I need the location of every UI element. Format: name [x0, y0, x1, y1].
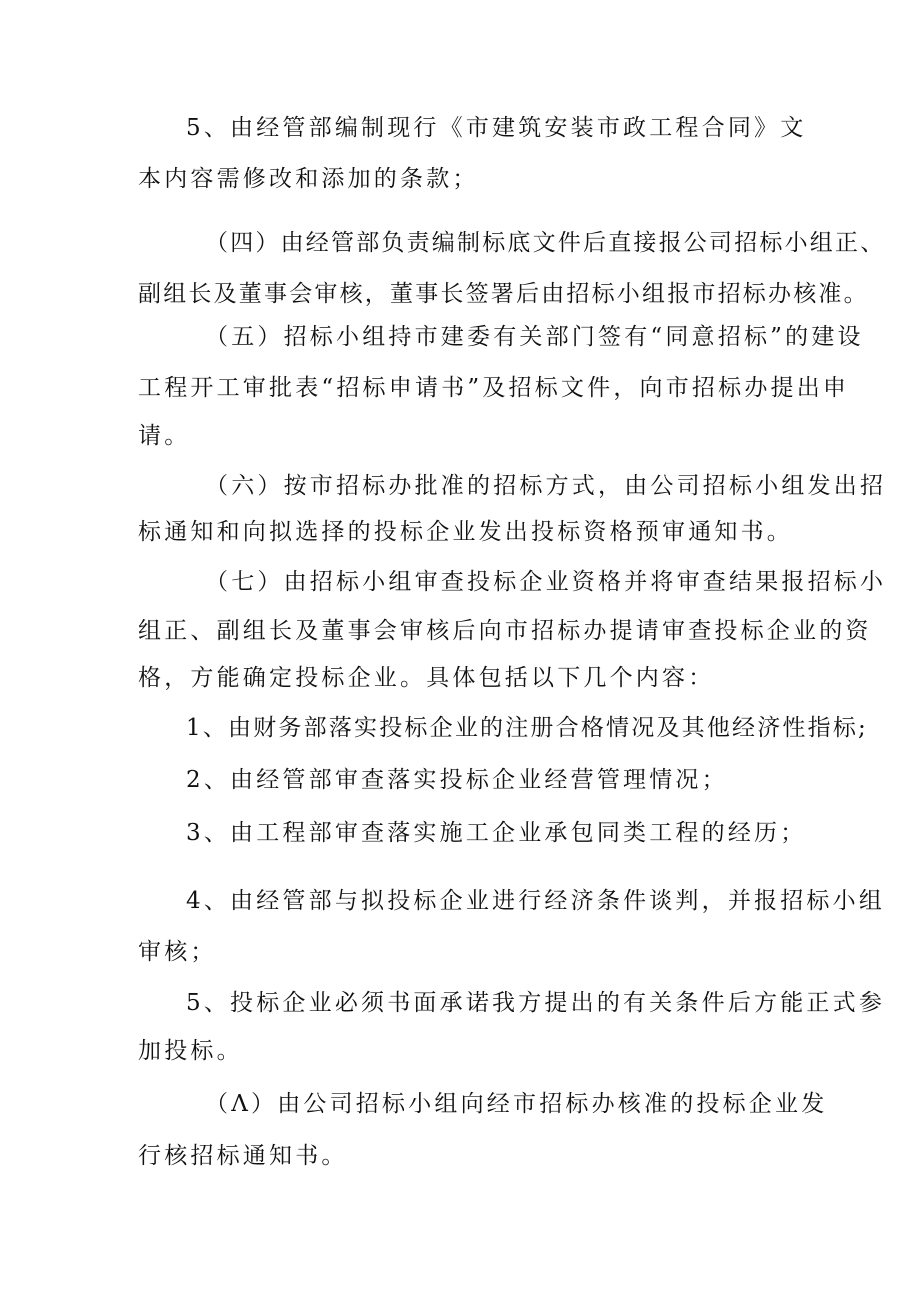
- item-4-negotiation-line-2: 审核；: [138, 939, 217, 965]
- item-3-engineering: 3、由工程部审查落实施工企业承包同类工程的经历；: [186, 820, 807, 846]
- item-2-management: 2、由经管部审查落实投标企业经营管理情况；: [186, 767, 728, 793]
- section-5-line-3: 请。: [138, 423, 191, 449]
- item-5-contract-line-1: 5、由经管部编制现行《市建筑安装市政工程合同》文: [186, 115, 807, 141]
- section-4-line-2: 副组长及董事会审核，董事长签署后由招标小组报市招标办核准。: [138, 281, 869, 307]
- item-5-contract-line-2: 本内容需修改和添加的条款；: [138, 166, 479, 192]
- section-5-line-2: 工程开工审批表“招标申请书”及招标文件，向市招标办提出申: [138, 375, 850, 401]
- item-5-commitment-line-1: 5、投标企业必须书面承诺我方提出的有关条件后方能正式参: [186, 990, 886, 1016]
- section-6-line-2: 标通知和向拟选择的投标企业发出投标资格预审通知书。: [138, 519, 793, 545]
- section-7-line-1: （七）由招标小组审查投标企业资格并将审查结果报招标小: [205, 569, 887, 595]
- section-6-line-1: （六）按市招标办批准的招标方式，由公司招标小组发出招: [205, 473, 887, 499]
- section-5-line-1: （五）招标小组持市建委有关部门签有“同意招标”的建设: [205, 324, 864, 350]
- item-4-negotiation-line-1: 4、由经管部与拟投标企业进行经济条件谈判，并报招标小组: [186, 888, 886, 914]
- section-4-line-1: （四）由经管部负责编制标底文件后直接报公司招标小组正、: [205, 230, 886, 256]
- item-1-finance: 1、由财务部落实投标企业的注册合格情况及其他经济性指标;: [186, 715, 868, 741]
- section-8-line-2: 行核招标通知书。: [138, 1143, 348, 1169]
- item-5-commitment-line-2: 加投标。: [138, 1038, 243, 1064]
- section-8-line-1: （Λ）由公司招标小组向经市招标办核准的投标企业发: [205, 1091, 828, 1117]
- section-7-line-3: 格，方能确定投标企业。具体包括以下几个内容：: [138, 665, 715, 691]
- section-7-line-2: 组正、副组长及董事会审核后向市招标办提请审查投标企业的资: [138, 618, 872, 644]
